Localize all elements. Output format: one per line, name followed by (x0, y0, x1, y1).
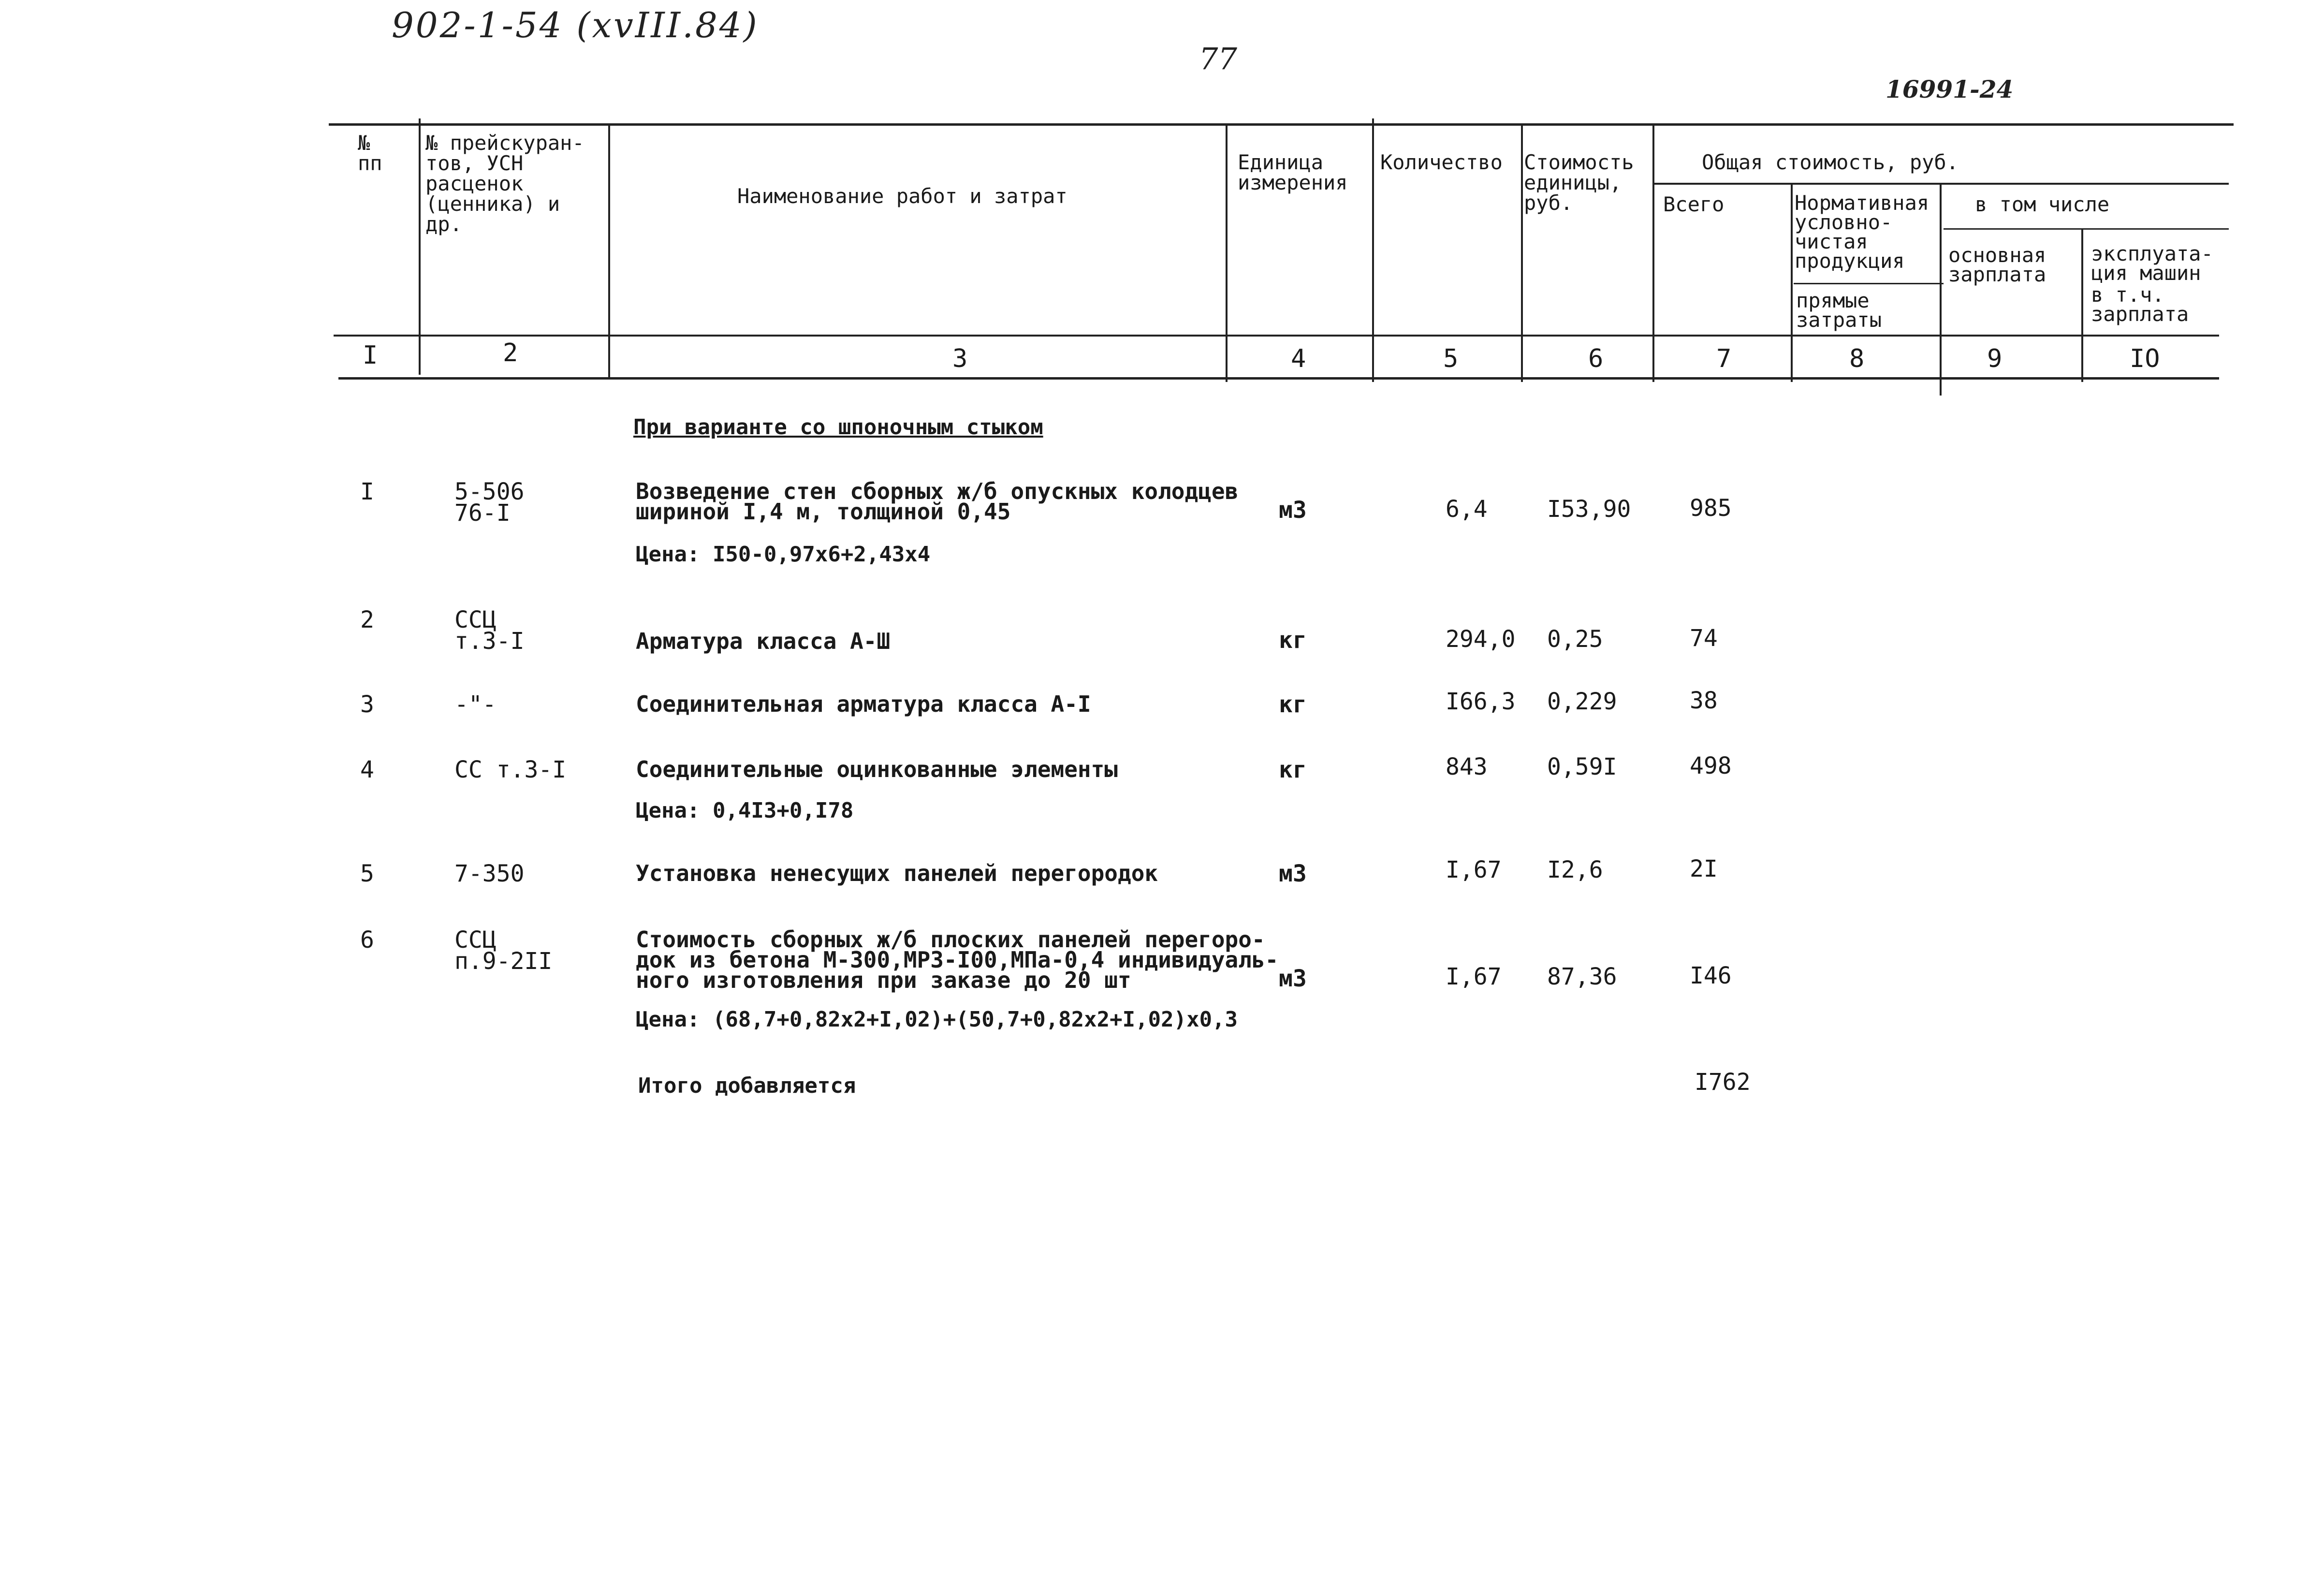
column-number: 4 (1291, 344, 1306, 373)
row-code: СС т.3-I (454, 756, 567, 783)
col-divider-5 (1521, 123, 1523, 382)
column-number: I (363, 341, 378, 370)
row-name: Арматура класса А-Ш (636, 628, 891, 654)
col-divider-4 (1372, 118, 1374, 382)
row-code: ССЦ т.3-I (454, 606, 525, 655)
document-code: 902-1-54 (xvIII.84) (392, 5, 759, 45)
header-col-normative-top: Нормативная условно- чистая продукция (1795, 191, 1929, 273)
col-divider-1 (419, 118, 421, 375)
header-total-cost-group: Общая стоимость, руб. (1702, 150, 1959, 174)
row-name: Соединительные оцинкованные элементы (636, 756, 1118, 782)
row-unit: кг (1279, 756, 1307, 783)
section-title: При варианте со шпоночным стыком (633, 415, 1043, 440)
row-unit: м3 (1279, 860, 1307, 887)
header-col-qty: Количество (1380, 150, 1503, 174)
col8-split-rule (1794, 283, 1944, 284)
row-unit-cost: 87,36 (1547, 963, 1617, 990)
page-number: 77 (1199, 41, 1237, 76)
row-unit: м3 (1279, 497, 1307, 524)
header-col-total: Всего (1663, 192, 1725, 216)
column-number: 5 (1443, 344, 1459, 373)
row-total: 2I (1690, 855, 1718, 882)
header-col-machines-top: эксплуата- ция машин (2091, 242, 2213, 285)
row-total: 38 (1690, 687, 1718, 714)
row-number: 6 (360, 926, 374, 954)
row-quantity: I,67 (1446, 856, 1502, 883)
column-number: 3 (952, 344, 968, 373)
column-number: IO (2130, 344, 2160, 373)
row-number: 2 (360, 606, 374, 633)
col-divider-8 (1940, 183, 1942, 396)
row-name: Установка ненесущих панелей перегородок (636, 860, 1158, 886)
row-code: ССЦ п.9-2II (454, 926, 553, 975)
col-divider-2 (608, 123, 610, 380)
row-price: Цена: I50-0,97х6+2,43х4 (636, 542, 931, 567)
row-unit-cost: I53,90 (1547, 496, 1631, 523)
row-price: Цена: 0,4I3+0,I78 (636, 798, 854, 823)
column-number: 2 (503, 338, 518, 367)
header-col-code: № прейскуран- тов, УСН расценок (ценника) и др. (425, 131, 585, 236)
row-quantity: I,67 (1446, 963, 1502, 990)
row-code: 5-506 76-I (454, 478, 525, 527)
numbers-bottom-rule (338, 377, 2219, 380)
row-total: 498 (1690, 752, 1732, 779)
header-col-normative-bottom: прямые затраты (1796, 289, 1882, 332)
row-unit-cost: 0,229 (1547, 688, 1617, 715)
header-col-name: Наименование работ и затрат (737, 184, 1067, 208)
row-total: 74 (1690, 625, 1718, 652)
row-quantity: 6,4 (1446, 496, 1488, 523)
column-number: 7 (1716, 344, 1732, 373)
header-col-unit: Единица измерения (1238, 150, 1348, 194)
row-unit-cost: 0,59I (1547, 753, 1617, 780)
header-col-base-salary: основная зарплата (1948, 243, 2046, 286)
row-number: 5 (360, 860, 374, 887)
row-code: -"- (454, 691, 497, 718)
row-unit: кг (1279, 691, 1307, 718)
row-total: 985 (1690, 495, 1732, 522)
row-number: I (360, 478, 374, 505)
total-label: Итого добавляется (638, 1073, 856, 1098)
row-unit-cost: I2,6 (1547, 856, 1603, 883)
sheet-code: 16991-24 (1886, 75, 2014, 103)
row-quantity: 294,0 (1446, 626, 1516, 653)
row-price: Цена: (68,7+0,82х2+I,02)+(50,7+0,82х2+I,02)х0,3 (636, 1007, 1238, 1032)
column-number: 9 (1987, 344, 2002, 373)
col-divider-3 (1226, 123, 1228, 382)
header-in-that-number: в том числе (1975, 192, 2110, 216)
row-quantity: I66,3 (1446, 688, 1516, 715)
subgroup-rule (1944, 228, 2229, 230)
header-col-num: № пп (358, 131, 382, 175)
row-unit: кг (1279, 627, 1307, 654)
row-number: 4 (360, 756, 374, 783)
row-quantity: 843 (1446, 753, 1488, 780)
row-name: Стоимость сборных ж/б плоских панелей перегоро- док из бетона М-300,МРЗ-I00,МПа-0,4 индивидуаль- ного изготовления при заказе до 20 шт (636, 926, 1279, 993)
row-total: I46 (1690, 962, 1732, 989)
col-divider-6 (1652, 123, 1654, 382)
header-col-unit-cost: Стоимость единицы, руб. (1524, 150, 1634, 215)
header-bottom-rule (334, 335, 2219, 337)
column-number: 8 (1849, 344, 1865, 373)
row-name: Соединительная арматура класса А-I (636, 691, 1091, 717)
col-divider-7 (1791, 183, 1793, 382)
col-divider-9 (2081, 228, 2083, 382)
column-number: 6 (1588, 344, 1604, 373)
total-value: I762 (1695, 1069, 1751, 1096)
row-code: 7-350 (454, 860, 525, 887)
header-col-machines-bottom: в т.ч. зарплата (2091, 283, 2189, 326)
row-number: 3 (360, 691, 374, 718)
row-unit-cost: 0,25 (1547, 626, 1603, 653)
row-unit: м3 (1279, 965, 1307, 992)
row-name: Возведение стен сборных ж/б опускных колодцев шириной I,4 м, толщиной 0,45 (636, 478, 1239, 525)
header-top-rule (329, 123, 2234, 126)
